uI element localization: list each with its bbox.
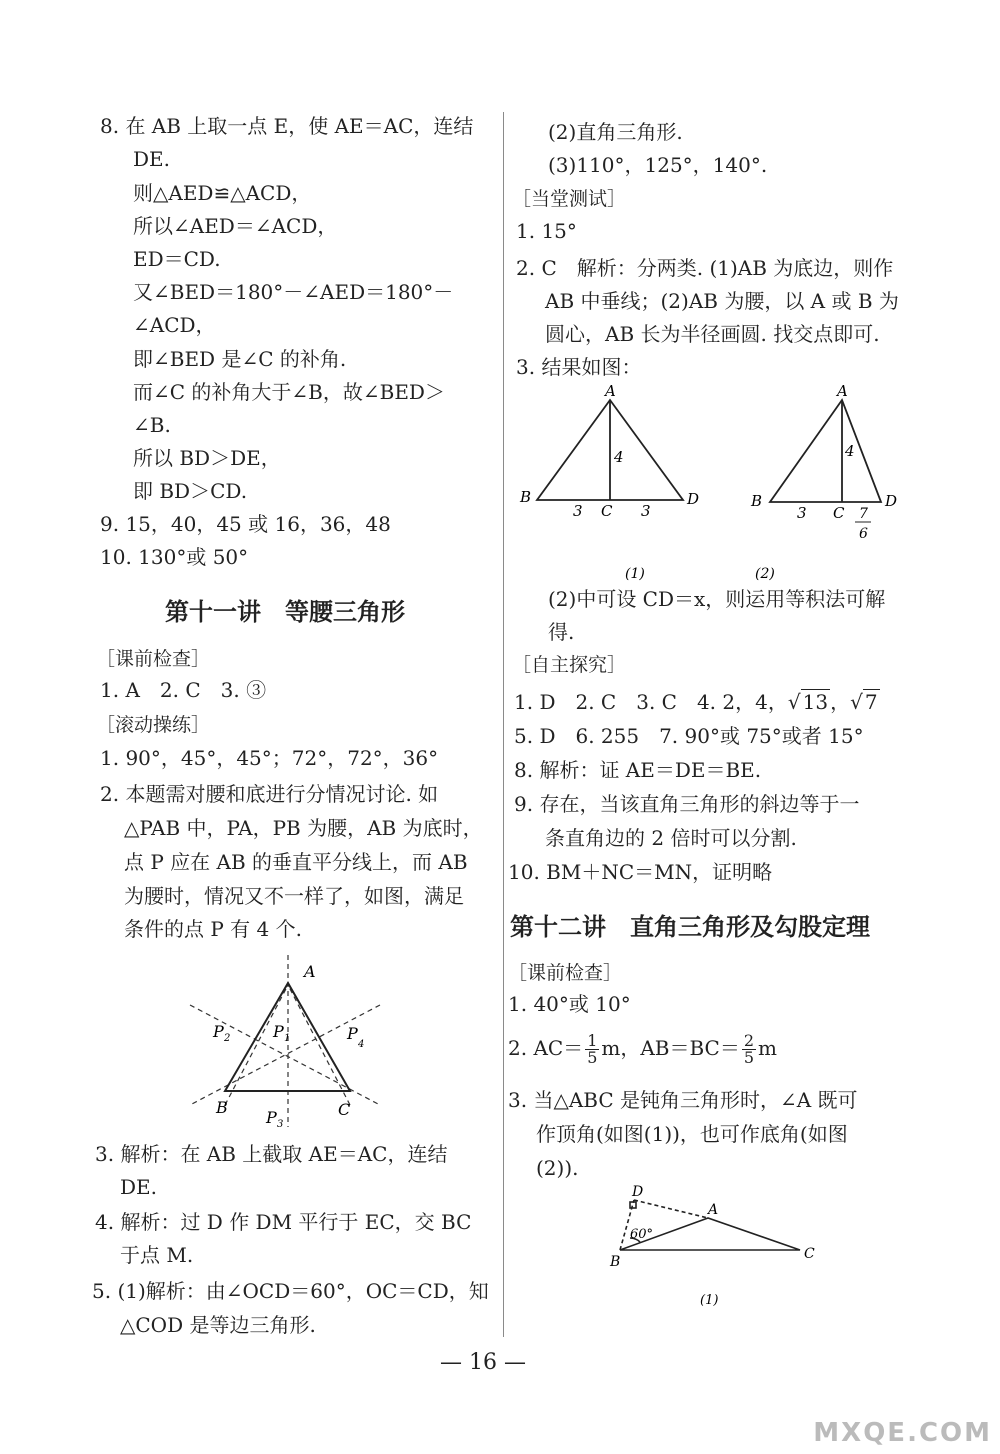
test-q1: 1. 15° (516, 219, 577, 243)
page-number: — 16 — (440, 1350, 526, 1375)
fraction-2-numerator: 2 (743, 1031, 755, 1050)
fig3-angle-label: 60° (630, 1227, 654, 1242)
fig-label-p4-sub: 4 (358, 1039, 365, 1050)
fig1-height: 4 (614, 448, 624, 466)
test-q3: 3. 结果如图： (516, 355, 642, 379)
explore-tag: ［自主探究］ (512, 654, 627, 676)
rolling-q2-line-2: △PAB 中，PA，PB 为腰，AB 为底时， (124, 816, 483, 840)
figure-isosceles-2 (735, 382, 915, 582)
q8-line-1: 8. 在 AB 上取一点 E，使 AE＝AC，连结 (100, 114, 474, 138)
rolling-q3-line-1: 3. 解析：在 AB 上截取 AE＝AC，连结 (95, 1142, 448, 1166)
q10-answer: 10. 130°或 50° (100, 545, 249, 569)
fig2-right-num: 7 (859, 506, 868, 522)
q8-line-5: ED＝CD. (133, 247, 221, 271)
sqrt-13: 13 (802, 690, 829, 714)
class-test-tag: ［当堂测试］ (512, 188, 627, 210)
q8-line-11: 所以 BD＞DE， (133, 446, 281, 470)
fig3-label-b: B (610, 1254, 621, 1270)
q8-line-6: 又∠BED＝180°－∠AED＝180°－ (133, 280, 454, 304)
fig2-right-den: 6 (859, 526, 868, 542)
explore-q5-q7: 5. D 6. 255 7. 90°或 75°或者 15° (514, 724, 864, 748)
fig1-left-length: 3 (573, 502, 583, 520)
test-q3-note-line-2: 得. (548, 620, 575, 644)
figure-points-p (180, 955, 400, 1130)
fig1-label-b: B (520, 488, 532, 506)
rolling-q1: 1. 90°，45°，45°；72°，72°，36° (100, 746, 439, 770)
fig-label-p3: P (266, 1108, 277, 1127)
q2-suffix: m (758, 1036, 778, 1060)
answer-separator: ， (830, 690, 851, 714)
column-divider (503, 112, 504, 1337)
q2-mid: m，AB＝BC＝ (601, 1036, 740, 1060)
q8-line-10: ∠B. (133, 413, 171, 437)
explore-q1-q4 (514, 688, 880, 716)
q9-answer: 9. 15，40，45 或 16，36，48 (100, 512, 391, 536)
q8-line-9: 而∠C 的补角大于∠B，故∠BED＞ (133, 380, 445, 404)
fig3-label-c: C (804, 1246, 815, 1262)
pre-check-answers: 1. A 2. C 3. ③ (100, 678, 267, 702)
rolling-q4-line-1: 4. 解析：过 D 作 DM 平行于 EC，交 BC (95, 1210, 472, 1234)
fig2-label-d: D (885, 492, 898, 510)
fig2-left-length: 3 (797, 504, 807, 522)
watermark-logo: MXQE.COM (813, 1418, 992, 1448)
fraction-2-5 (742, 1033, 756, 1066)
fig3-label-a: A (708, 1202, 719, 1218)
rolling-q2-line-5: 条件的点 P 有 4 个. (124, 917, 302, 941)
pre-check-2-q3-line-3: (2)). (536, 1156, 579, 1180)
fig-label-c: C (338, 1100, 351, 1119)
fig2-label-c: C (833, 504, 845, 522)
lecture-11-title: 第十一讲 等腰三角形 (165, 598, 405, 626)
sqrt-sign-1: √ (787, 690, 801, 714)
pre-check-2-q2 (508, 1033, 777, 1066)
explore-q10: 10. BM＋NC＝MN，证明略 (508, 860, 773, 884)
fig-label-p1: P (273, 1022, 284, 1041)
fig2-label-b: B (751, 492, 763, 510)
fig-label-b: B (216, 1098, 228, 1117)
explore-q9-line-2: 条直角边的 2 倍时可以分割. (545, 826, 797, 850)
pre-check-2-q3-line-1: 3. 当△ABC 是钝角三角形时，∠A 既可 (508, 1088, 858, 1112)
fig3-caption: (1) (700, 1293, 719, 1308)
pre-check-2-q3-line-2: 作顶角(如图(1))，也可作底角(如图 (536, 1122, 848, 1146)
rolling-q2-line-3: 点 P 应在 AB 的垂直平分线上，而 AB (124, 850, 468, 874)
test-q3-note-line-1: (2)中可设 CD＝x，则运用等积法可解 (548, 587, 886, 611)
fig2-height: 4 (845, 442, 855, 460)
rolling-q5-line-1: 5. (1)解析：由∠OCD＝60°，OC＝CD，知 (92, 1279, 489, 1303)
fig-label-p2: P (213, 1022, 224, 1041)
fig1-label-a: A (605, 382, 616, 400)
fig1-caption: (1) (625, 566, 645, 582)
rolling-q2-line-1: 2. 本题需对腰和底进行分情况讨论. 如 (100, 782, 439, 806)
explore-q8: 8. 解析：证 AE＝DE＝BE. (514, 758, 762, 782)
fraction-1-denominator: 5 (587, 1048, 598, 1067)
q8-line-4: 所以∠AED＝∠ACD， (133, 214, 338, 238)
test-q2-line-2: AB 中垂线；(2)AB 为腰，以 A 或 B 为 (545, 289, 899, 313)
sqrt-7: 7 (864, 690, 878, 714)
q8-line-12: 即 BD＞CD. (133, 479, 248, 503)
q8-line-2: DE. (133, 147, 170, 171)
right-top-line-1: (2)直角三角形. (548, 120, 683, 144)
sqrt-sign-2: √ (850, 690, 863, 714)
fig-label-a: A (304, 962, 316, 981)
fig-label-p3-sub: 3 (277, 1119, 284, 1130)
fraction-1-5 (585, 1033, 599, 1066)
test-q2-line-3: 圆心，AB 长为半径画圆. 找交点即可. (545, 322, 880, 346)
fig2-caption: (2) (755, 566, 775, 582)
fig1-label-d: D (687, 490, 700, 508)
fraction-1-numerator: 1 (587, 1031, 598, 1050)
q8-line-3: 则△AED≌△ACD， (133, 181, 312, 205)
fig1-right-length: 3 (641, 502, 651, 520)
fraction-2-denominator: 5 (743, 1048, 755, 1067)
rolling-practice-tag: ［滚动操练］ (96, 714, 211, 736)
fig1-label-c: C (601, 502, 613, 520)
fig-label-p2-sub: 2 (224, 1033, 231, 1044)
lecture-12-title: 第十二讲 直角三角形及勾股定理 (510, 913, 870, 941)
fig3-label-d: D (632, 1184, 644, 1200)
rolling-q4-line-2: 于点 M. (120, 1243, 194, 1267)
q2-prefix: 2. AC＝ (508, 1036, 584, 1060)
rolling-q2-line-4: 为腰时，情况又不一样了，如图，满足 (124, 884, 464, 908)
test-q2-line-1: 2. C 解析：分两类. (1)AB 为底边，则作 (516, 256, 894, 280)
figure-obtuse-triangle (600, 1180, 830, 1320)
pre-check-2-q1: 1. 40°或 10° (508, 992, 631, 1016)
pre-check-tag-2: ［课前检查］ (508, 962, 623, 984)
explore-q9-line-1: 9. 存在，当该直角三角形的斜边等于一 (514, 792, 860, 816)
figure-isosceles-1 (515, 382, 705, 582)
fig-label-p4: P (347, 1024, 358, 1043)
fig-label-p1-sub: 1 (284, 1033, 291, 1044)
right-top-line-2: (3)110°，125°，140°. (548, 153, 768, 177)
pre-check-tag: ［课前检查］ (96, 648, 211, 670)
q8-line-8: 即∠BED 是∠C 的补角. (133, 347, 347, 371)
fig2-label-a: A (837, 382, 848, 400)
explore-answers-text: 1. D 2. C 3. C 4. 2，4， (514, 690, 788, 714)
rolling-q3-line-2: DE. (120, 1175, 157, 1199)
rolling-q5-line-2: △COD 是等边三角形. (120, 1313, 316, 1337)
q8-line-7: ∠ACD， (133, 313, 216, 337)
